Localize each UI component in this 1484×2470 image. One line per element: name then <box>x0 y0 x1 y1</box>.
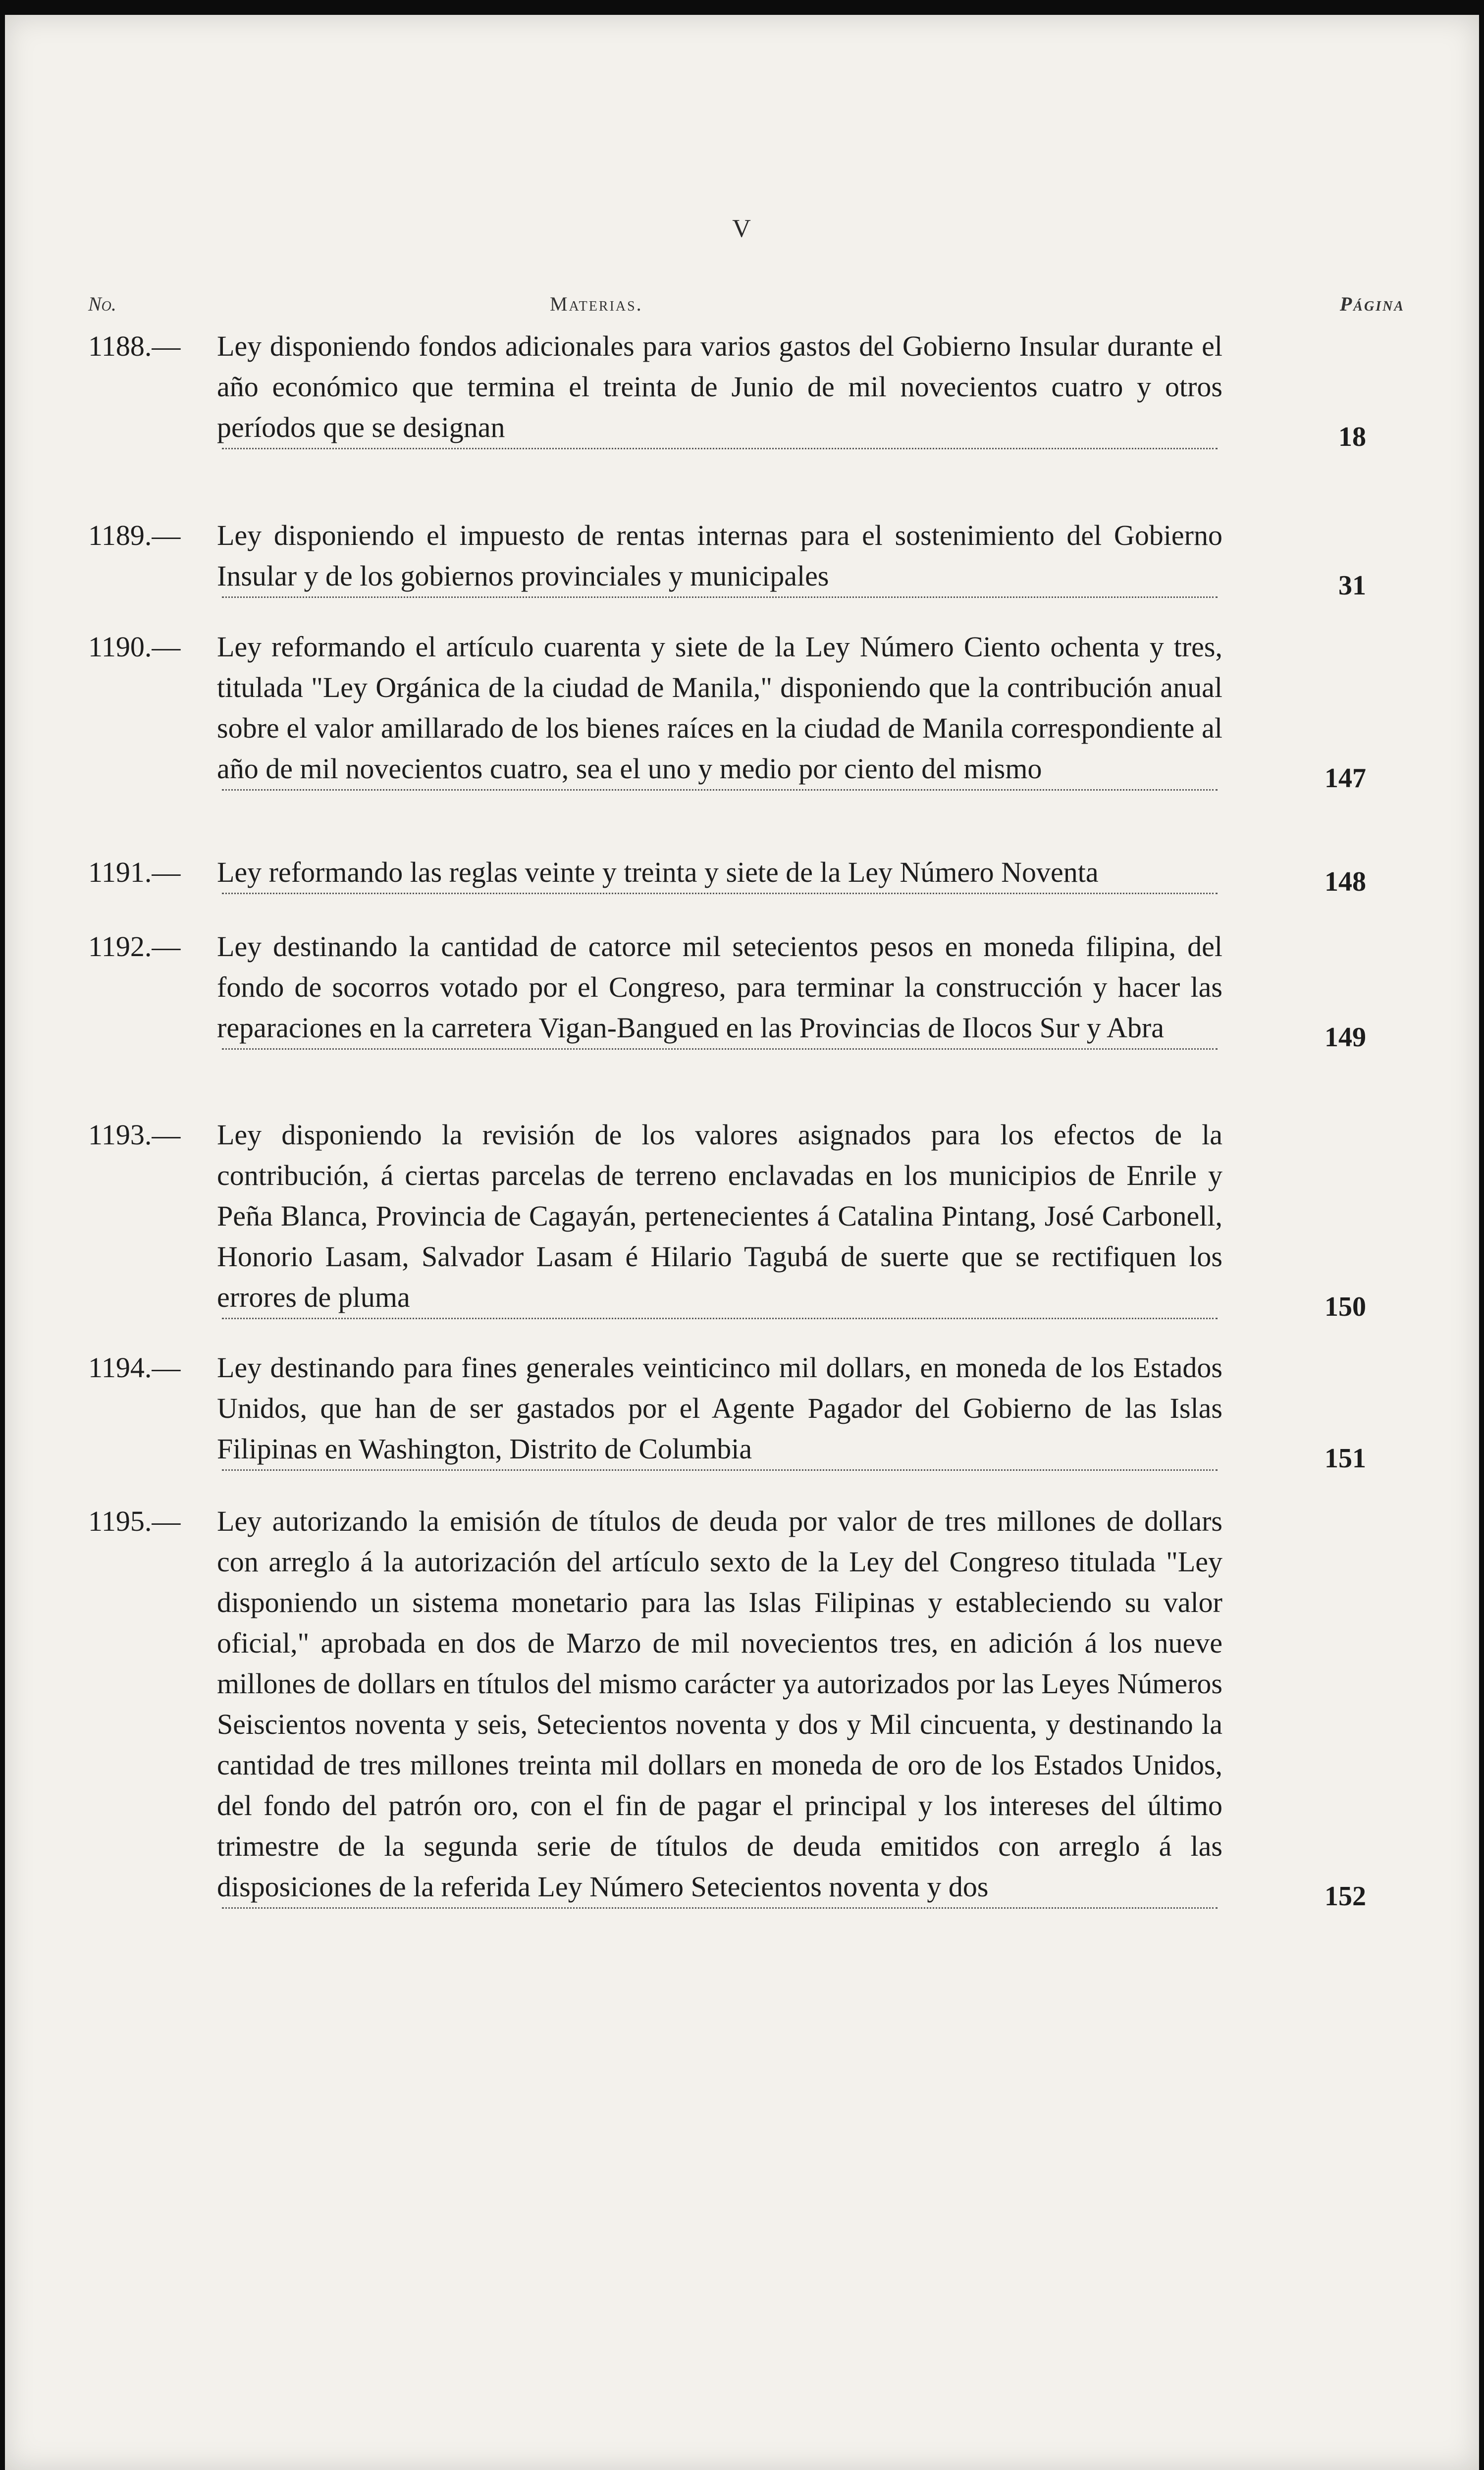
entry-text: Ley disponiendo fondos adicionales para varios gastos del Gobierno Insular durante el año económico que termina el treinta de Junio de mil novecientos cuatro y otros períodos que se designan <box>217 330 1222 443</box>
entry-body <box>217 1347 1222 1479</box>
column-header-number: No. <box>88 293 116 315</box>
entry-text: Ley autorizando la emisión de títulos de deuda por valor de tres millones de dollars con arreglo á la autorización del artículo sexto de la Ley del Congreso titulada "Ley disponiendo un sistema monetario para las Islas Filipinas y estableciendo su valor oficial," aprobada en dos de Marzo de mil novecientos tres, en adición á los nueve millones de dollars en títulos del mismo carácter ya autorizados por las Leyes Números Seiscientos noventa y seis, Setecientos noventa y dos y Mil cincuenta, y destinando la cantidad de tres millones treinta mil dollars en moneda de oro de los Estados Unidos, del fondo del patrón oro, con el fin de pagar el principal y los intereses del último trimestre de la segunda serie de títulos de deuda emitidos con arreglo á las disposiciones de la referida Ley Número Setecientos noventa y dos <box>217 1505 1222 1903</box>
entry-page: 152 <box>1325 1881 1366 1912</box>
entry-body <box>217 1501 1222 1917</box>
entry-page: 31 <box>1338 570 1366 601</box>
entry-page: 151 <box>1325 1443 1366 1474</box>
entry-text: Ley disponiendo el impuesto de rentas internas para el sostenimiento del Gobierno Insular y de los gobiernos provinciales y municipales <box>217 519 1222 592</box>
toc-entry-1191 <box>88 852 1366 902</box>
column-header-page: Página <box>1339 293 1405 315</box>
entry-text: Ley disponiendo la revisión de los valores asignados para los efectos de la contribución, á ciertas parcelas de terreno enclavadas en los municipios de Enrile y Peña Blanca, Provincia de Cagayán, pertenecientes á Catalina Pintang, José Carbonell, Honorio Lasam, Salvador Lasam é Hilario Tagubá de suerte que se rectifiquen los errores de pluma <box>217 1119 1222 1313</box>
toc-entry-1193 <box>88 1115 1366 1327</box>
toc-entry-1189 <box>88 515 1366 606</box>
leader-dots <box>222 1907 1218 1909</box>
leader-dots <box>222 596 1218 598</box>
entry-body <box>217 1115 1222 1327</box>
leader-dots <box>222 1048 1218 1050</box>
entry-body <box>217 627 1222 799</box>
entry-text: Ley reformando las reglas veinte y treinta y siete de la Ley Número Noventa <box>217 856 1099 888</box>
entry-body <box>217 852 1222 902</box>
entry-number: 1195.— <box>88 1505 181 1537</box>
page-folio: V <box>732 215 752 243</box>
leader-dots <box>222 1318 1218 1319</box>
entry-number: 1191.— <box>88 856 181 888</box>
book-page <box>5 15 1479 2470</box>
entry-page: 150 <box>1325 1291 1366 1322</box>
entry-page: 149 <box>1325 1022 1366 1053</box>
entry-number: 1189.— <box>88 519 181 551</box>
toc-entry-1188 <box>88 326 1366 457</box>
entry-text: Ley destinando para fines generales veinticinco mil dollars, en moneda de los Estados Unidos, que han de ser gastados por el Agente Pagador del Gobierno de las Islas Filipinas en Washington, Distrito de Columbia <box>217 1351 1222 1465</box>
leader-dots <box>222 1469 1218 1471</box>
entry-body <box>217 926 1222 1058</box>
entry-body <box>217 326 1222 457</box>
toc-entry-1192 <box>88 926 1366 1058</box>
toc-entry-1195 <box>88 1501 1366 1917</box>
entry-page: 148 <box>1325 866 1366 897</box>
entry-text: Ley destinando la cantidad de catorce mil setecientos pesos en moneda filipina, del fondo de socorros votado por el Congreso, para terminar la construcción y hacer las reparaciones en la carretera Vigan-Bangued en las Provincias de Ilocos Sur y Abra <box>217 930 1222 1044</box>
column-header-subjects: Materias. <box>550 293 643 315</box>
entry-number: 1188.— <box>88 330 181 362</box>
toc-entry-1194 <box>88 1347 1366 1479</box>
entry-text: Ley reformando el artículo cuarenta y siete de la Ley Número Ciento ochenta y tres, titulada "Ley Orgánica de la ciudad de Manila," disponiendo que la contribución anual sobre el valor amillarado de los bienes raíces en la ciudad de Manila correspondiente al año de mil novecientos cuatro, sea el uno y medio por ciento del mismo <box>217 631 1222 785</box>
entry-number: 1190.— <box>88 631 181 663</box>
toc-entry-1190 <box>88 627 1366 799</box>
leader-dots <box>222 789 1218 791</box>
entry-number: 1194.— <box>88 1351 181 1384</box>
entry-number: 1193.— <box>88 1119 181 1151</box>
leader-dots <box>222 893 1218 894</box>
leader-dots <box>222 448 1218 449</box>
entry-page: 18 <box>1338 422 1366 452</box>
entry-number: 1192.— <box>88 930 181 963</box>
entry-body <box>217 515 1222 606</box>
entry-page: 147 <box>1325 763 1366 794</box>
